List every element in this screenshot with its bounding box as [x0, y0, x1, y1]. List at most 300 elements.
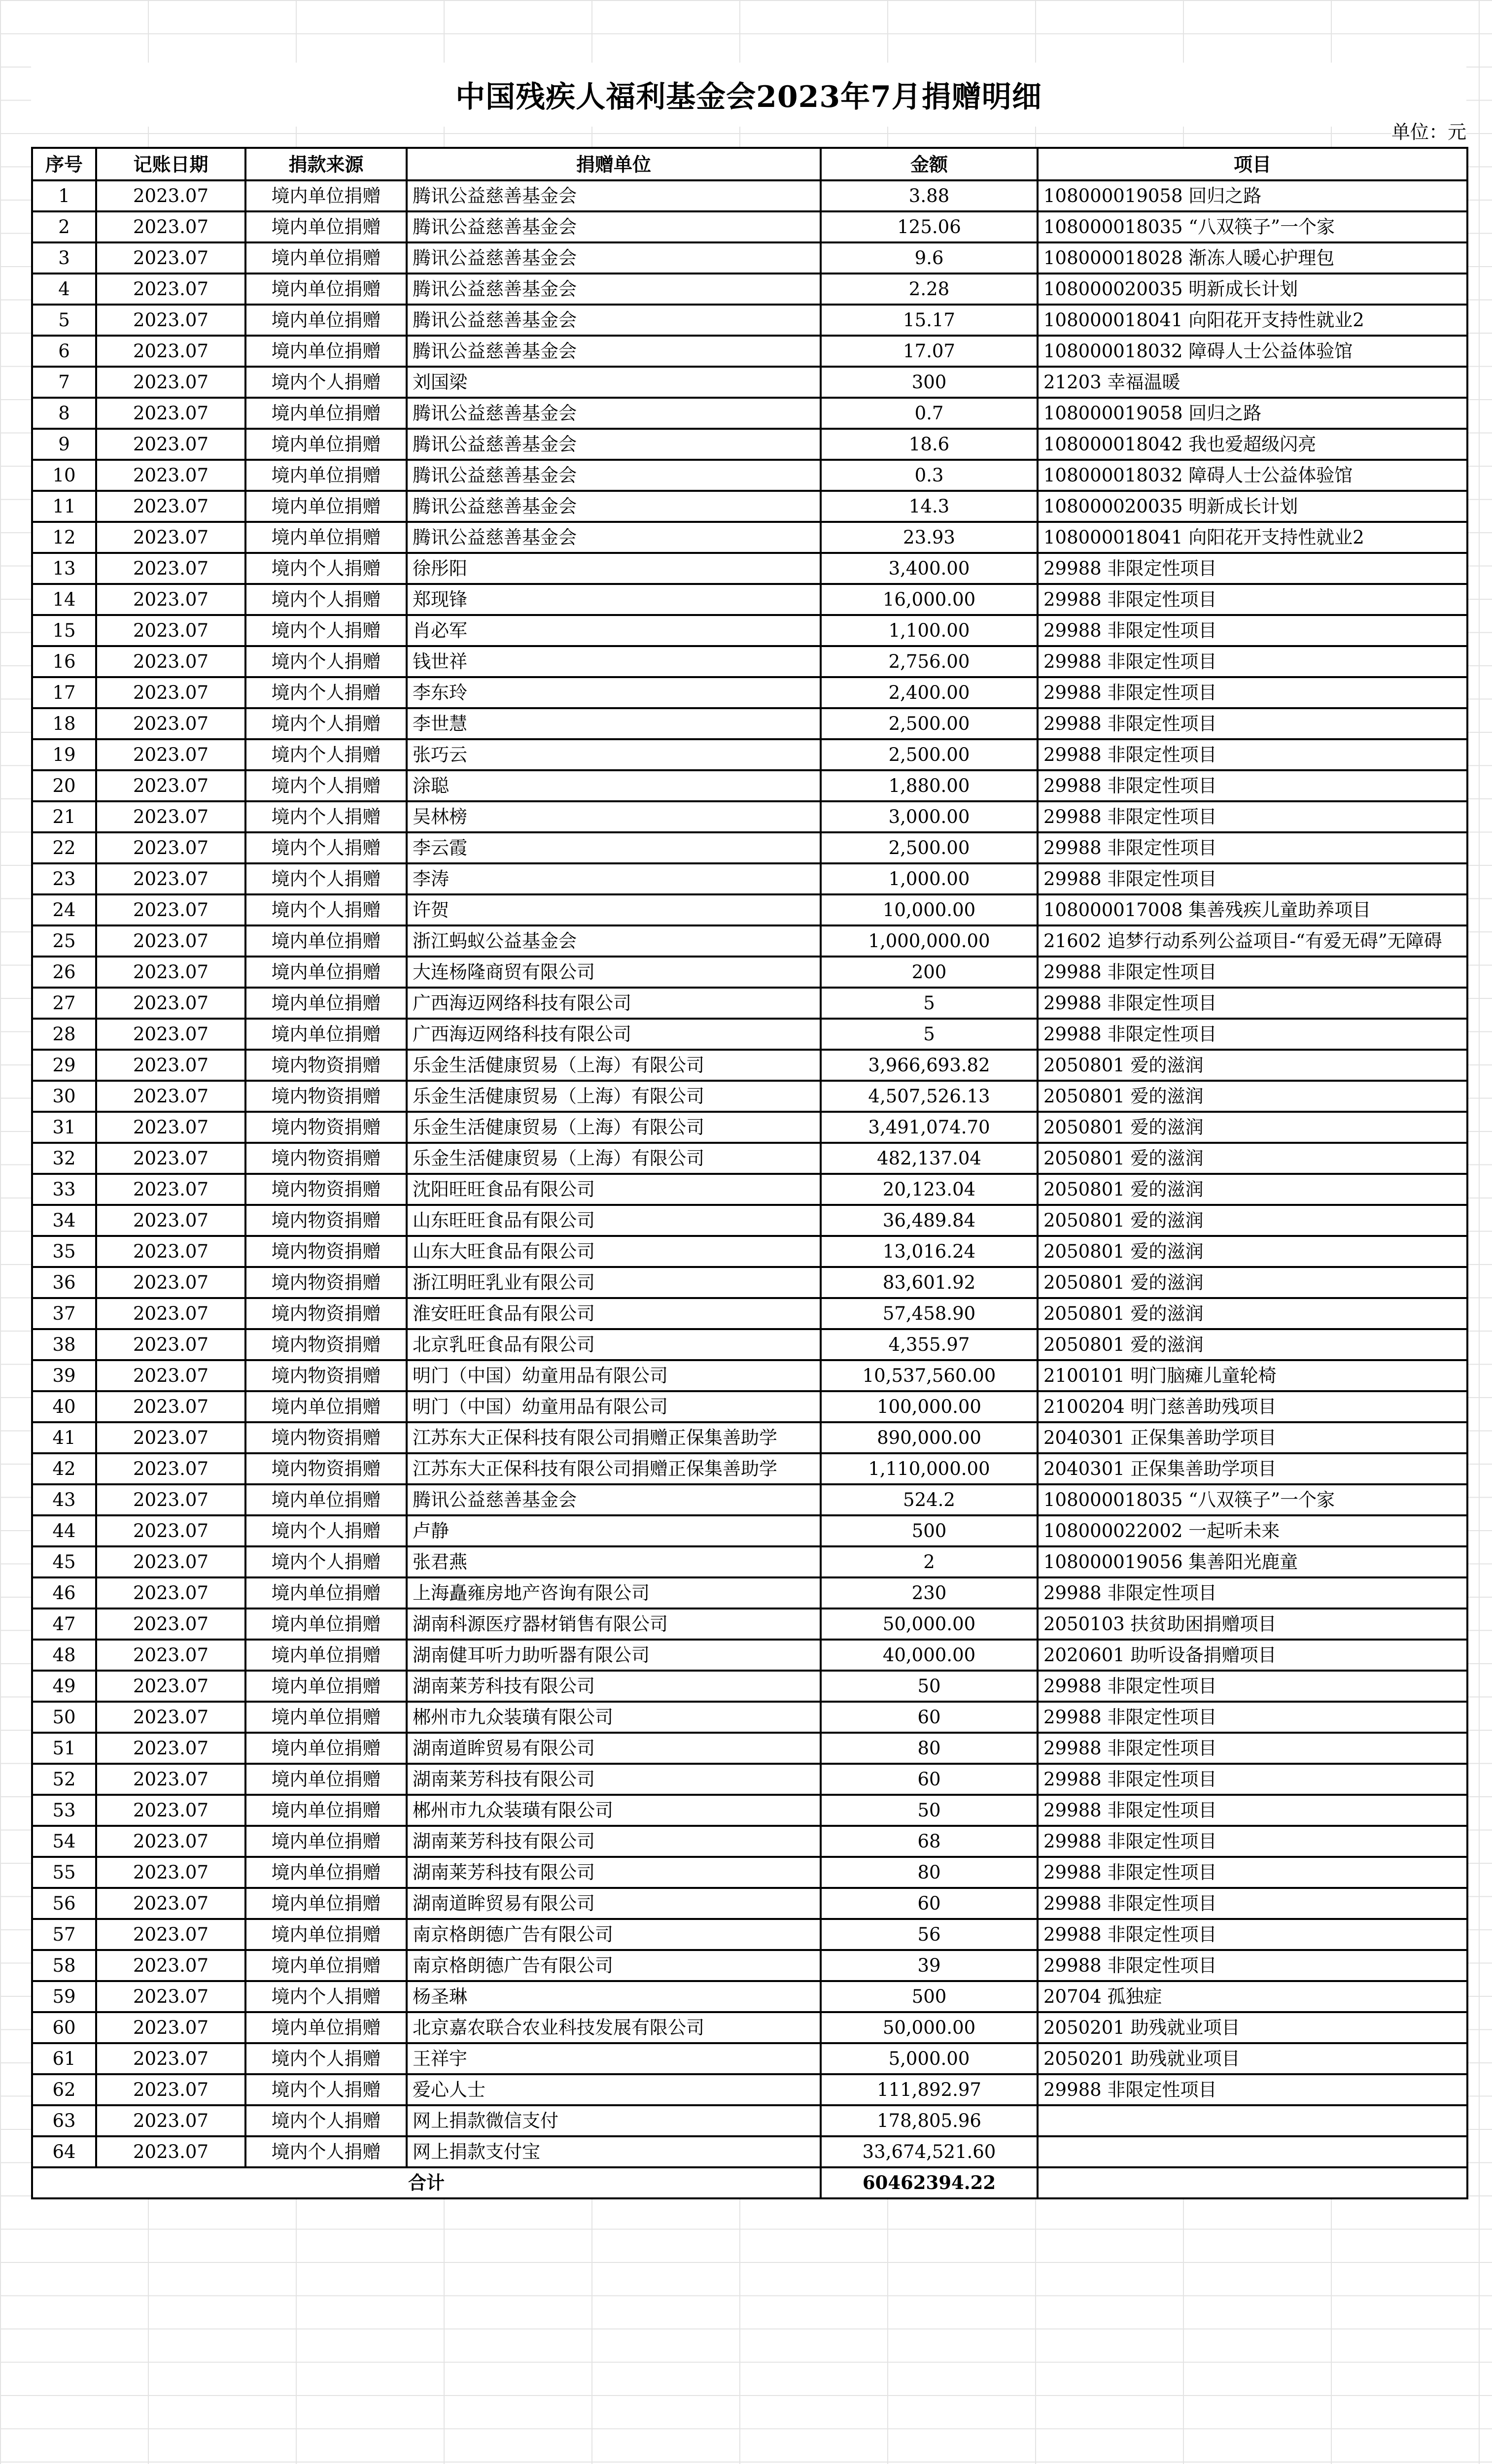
cell-source: 境内个人捐赠 [245, 615, 407, 646]
cell-project: 29988 非限定性项目 [1038, 1019, 1467, 1050]
cell-index: 24 [32, 894, 96, 925]
cell-donor: 淮安旺旺食品有限公司 [407, 1298, 821, 1329]
cell-project: 2050801 爱的滋润 [1038, 1174, 1467, 1205]
cell-donor: 腾讯公益慈善基金会 [407, 429, 821, 460]
cell-date: 2023.07 [96, 1236, 245, 1267]
cell-amount: 57,458.90 [821, 1298, 1038, 1329]
cell-index: 2 [32, 211, 96, 242]
cell-index: 18 [32, 708, 96, 739]
cell-source: 境内物资捐赠 [245, 1236, 407, 1267]
cell-donor: 广西海迈网络科技有限公司 [407, 988, 821, 1019]
cell-source: 境内单位捐赠 [245, 1391, 407, 1422]
cell-donor: 南京格朗德广告有限公司 [407, 1950, 821, 1981]
cell-source: 境内物资捐赠 [245, 1267, 407, 1298]
cell-date: 2023.07 [96, 2105, 245, 2136]
cell-amount: 500 [821, 1515, 1038, 1546]
cell-project: 2020601 助听设备捐赠项目 [1038, 1640, 1467, 1671]
table-row [32, 1112, 1467, 1143]
cell-source: 境内物资捐赠 [245, 1081, 407, 1112]
table-row [32, 615, 1467, 646]
cell-source: 境内个人捐赠 [245, 2136, 407, 2167]
cell-amount: 2,400.00 [821, 677, 1038, 708]
cell-amount: 890,000.00 [821, 1422, 1038, 1453]
cell-source: 境内单位捐赠 [245, 398, 407, 429]
table-row [32, 1795, 1467, 1826]
cell-amount: 1,110,000.00 [821, 1453, 1038, 1484]
table-row [32, 1205, 1467, 1236]
table-row [32, 1081, 1467, 1112]
cell-project: 29988 非限定性项目 [1038, 1826, 1467, 1857]
cell-project: 108000022002 一起听未来 [1038, 1515, 1467, 1546]
cell-project: 108000018041 向阳花开支持性就业2 [1038, 522, 1467, 553]
cell-source: 境内单位捐赠 [245, 1019, 407, 1050]
table-row [32, 1826, 1467, 1857]
cell-project: 108000018035 “八双筷子”一个家 [1038, 1484, 1467, 1515]
table-row [32, 1453, 1467, 1484]
cell-index: 9 [32, 429, 96, 460]
cell-project: 2100101 明门脑瘫儿童轮椅 [1038, 1360, 1467, 1391]
cell-amount: 15.17 [821, 305, 1038, 336]
cell-donor: 刘国梁 [407, 367, 821, 398]
header-source: 捐款来源 [245, 148, 407, 180]
cell-source: 境内个人捐赠 [245, 584, 407, 615]
table-row [32, 801, 1467, 832]
cell-source: 境内单位捐赠 [245, 305, 407, 336]
cell-project: 29988 非限定性项目 [1038, 1764, 1467, 1795]
donation-table [31, 147, 1468, 2199]
table-row [32, 1577, 1467, 1608]
cell-project: 29988 非限定性项目 [1038, 677, 1467, 708]
table-row [32, 1608, 1467, 1640]
cell-date: 2023.07 [96, 460, 245, 491]
cell-index: 59 [32, 1981, 96, 2012]
cell-index: 11 [32, 491, 96, 522]
cell-index: 53 [32, 1795, 96, 1826]
cell-index: 63 [32, 2105, 96, 2136]
cell-project: 108000019056 集善阳光鹿童 [1038, 1546, 1467, 1577]
cell-donor: 北京嘉农联合农业科技发展有限公司 [407, 2012, 821, 2043]
cell-donor: 郑现锋 [407, 584, 821, 615]
table-row [32, 305, 1467, 336]
cell-source: 境内单位捐赠 [245, 336, 407, 367]
cell-amount: 111,892.97 [821, 2074, 1038, 2105]
cell-amount: 2 [821, 1546, 1038, 1577]
cell-donor: 郴州市九众装璜有限公司 [407, 1795, 821, 1826]
title-row [31, 63, 1466, 127]
cell-project: 29988 非限定性项目 [1038, 770, 1467, 801]
cell-donor: 大连杨隆商贸有限公司 [407, 957, 821, 988]
cell-source: 境内个人捐赠 [245, 367, 407, 398]
cell-date: 2023.07 [96, 1081, 245, 1112]
cell-amount: 50,000.00 [821, 1608, 1038, 1640]
table-row [32, 584, 1467, 615]
table-row [32, 1267, 1467, 1298]
cell-project: 29988 非限定性项目 [1038, 1950, 1467, 1981]
cell-date: 2023.07 [96, 1671, 245, 1702]
cell-project: 108000018041 向阳花开支持性就业2 [1038, 305, 1467, 336]
cell-amount: 33,674,521.60 [821, 2136, 1038, 2167]
cell-source: 境内个人捐赠 [245, 832, 407, 863]
cell-date: 2023.07 [96, 1857, 245, 1888]
cell-donor: 江苏东大正保科技有限公司捐赠正保集善助学 [407, 1422, 821, 1453]
cell-index: 44 [32, 1515, 96, 1546]
table-row [32, 1764, 1467, 1795]
table-row [32, 832, 1467, 863]
cell-donor: 网上捐款微信支付 [407, 2105, 821, 2136]
cell-project: 29988 非限定性项目 [1038, 988, 1467, 1019]
cell-source: 境内物资捐赠 [245, 1205, 407, 1236]
cell-donor: 许贺 [407, 894, 821, 925]
cell-date: 2023.07 [96, 211, 245, 242]
cell-date: 2023.07 [96, 1515, 245, 1546]
cell-project: 29988 非限定性项目 [1038, 863, 1467, 894]
cell-source: 境内单位捐赠 [245, 988, 407, 1019]
cell-index: 64 [32, 2136, 96, 2167]
cell-project: 29988 非限定性项目 [1038, 553, 1467, 584]
cell-date: 2023.07 [96, 180, 245, 211]
cell-amount: 178,805.96 [821, 2105, 1038, 2136]
cell-date: 2023.07 [96, 553, 245, 584]
cell-donor: 李云霞 [407, 832, 821, 863]
cell-source: 境内单位捐赠 [245, 1671, 407, 1702]
cell-source: 境内物资捐赠 [245, 1050, 407, 1081]
cell-source: 境内单位捐赠 [245, 957, 407, 988]
cell-project: 2050201 助残就业项目 [1038, 2012, 1467, 2043]
table-row [32, 2136, 1467, 2167]
cell-donor: 湖南健耳听力助听器有限公司 [407, 1640, 821, 1671]
cell-date: 2023.07 [96, 801, 245, 832]
cell-source: 境内单位捐赠 [245, 925, 407, 957]
cell-date: 2023.07 [96, 1422, 245, 1453]
cell-date: 2023.07 [96, 708, 245, 739]
table-row [32, 1174, 1467, 1205]
cell-project: 29988 非限定性项目 [1038, 1671, 1467, 1702]
cell-amount: 2,756.00 [821, 646, 1038, 677]
cell-source: 境内个人捐赠 [245, 2105, 407, 2136]
table-row [32, 677, 1467, 708]
table-row [32, 460, 1467, 491]
cell-amount: 100,000.00 [821, 1391, 1038, 1422]
table-row [32, 1671, 1467, 1702]
cell-project: 29988 非限定性项目 [1038, 646, 1467, 677]
cell-index: 45 [32, 1546, 96, 1577]
cell-donor: 山东大旺食品有限公司 [407, 1236, 821, 1267]
cell-project: 108000019058 回归之路 [1038, 180, 1467, 211]
table-row [32, 863, 1467, 894]
table-row [32, 1702, 1467, 1733]
cell-amount: 3,400.00 [821, 553, 1038, 584]
cell-donor: 肖必军 [407, 615, 821, 646]
cell-index: 33 [32, 1174, 96, 1205]
cell-amount: 13,016.24 [821, 1236, 1038, 1267]
table-row [32, 1298, 1467, 1329]
total-label: 合计 [32, 2167, 821, 2198]
cell-date: 2023.07 [96, 1267, 245, 1298]
table-row [32, 553, 1467, 584]
header-date: 记账日期 [96, 148, 245, 180]
cell-source: 境内个人捐赠 [245, 1981, 407, 2012]
cell-amount: 3,000.00 [821, 801, 1038, 832]
cell-date: 2023.07 [96, 242, 245, 274]
table-row [32, 646, 1467, 677]
cell-date: 2023.07 [96, 1298, 245, 1329]
cell-index: 28 [32, 1019, 96, 1050]
table-row [32, 708, 1467, 739]
cell-source: 境内单位捐赠 [245, 429, 407, 460]
cell-source: 境内个人捐赠 [245, 2074, 407, 2105]
table-row [32, 1888, 1467, 1919]
cell-amount: 5 [821, 1019, 1038, 1050]
cell-amount: 10,537,560.00 [821, 1360, 1038, 1391]
table-row [32, 491, 1467, 522]
cell-index: 27 [32, 988, 96, 1019]
cell-date: 2023.07 [96, 739, 245, 770]
cell-project: 2040301 正保集善助学项目 [1038, 1422, 1467, 1453]
cell-donor: 李涛 [407, 863, 821, 894]
cell-date: 2023.07 [96, 1391, 245, 1422]
cell-index: 43 [32, 1484, 96, 1515]
cell-source: 境内物资捐赠 [245, 1112, 407, 1143]
cell-donor: 湖南科源医疗器材销售有限公司 [407, 1608, 821, 1640]
cell-index: 17 [32, 677, 96, 708]
cell-index: 26 [32, 957, 96, 988]
cell-index: 35 [32, 1236, 96, 1267]
cell-project: 2050801 爱的滋润 [1038, 1112, 1467, 1143]
cell-source: 境内个人捐赠 [245, 553, 407, 584]
cell-date: 2023.07 [96, 305, 245, 336]
cell-amount: 10,000.00 [821, 894, 1038, 925]
table-row [32, 274, 1467, 305]
cell-project: 108000020035 明新成长计划 [1038, 274, 1467, 305]
cell-date: 2023.07 [96, 894, 245, 925]
unit-label: 单位：元 [1391, 117, 1466, 144]
cell-date: 2023.07 [96, 2074, 245, 2105]
header-row [32, 148, 1467, 180]
cell-source: 境内单位捐赠 [245, 1764, 407, 1795]
cell-index: 12 [32, 522, 96, 553]
cell-amount: 3,491,074.70 [821, 1112, 1038, 1143]
cell-amount: 80 [821, 1857, 1038, 1888]
cell-index: 34 [32, 1205, 96, 1236]
cell-date: 2023.07 [96, 1174, 245, 1205]
cell-index: 50 [32, 1702, 96, 1733]
table-row [32, 2074, 1467, 2105]
cell-project: 29988 非限定性项目 [1038, 1919, 1467, 1950]
cell-project: 29988 非限定性项目 [1038, 1888, 1467, 1919]
cell-index: 29 [32, 1050, 96, 1081]
cell-source: 境内单位捐赠 [245, 1888, 407, 1919]
table-row [32, 1733, 1467, 1764]
cell-date: 2023.07 [96, 1546, 245, 1577]
cell-donor: 张巧云 [407, 739, 821, 770]
cell-donor: 湖南莱芳科技有限公司 [407, 1857, 821, 1888]
cell-date: 2023.07 [96, 1205, 245, 1236]
cell-project: 29988 非限定性项目 [1038, 615, 1467, 646]
cell-amount: 0.7 [821, 398, 1038, 429]
cell-donor: 腾讯公益慈善基金会 [407, 336, 821, 367]
cell-index: 58 [32, 1950, 96, 1981]
cell-amount: 18.6 [821, 429, 1038, 460]
cell-index: 49 [32, 1671, 96, 1702]
cell-donor: 乐金生活健康贸易（上海）有限公司 [407, 1081, 821, 1112]
cell-donor: 李世慧 [407, 708, 821, 739]
cell-donor: 网上捐款支付宝 [407, 2136, 821, 2167]
cell-donor: 乐金生活健康贸易（上海）有限公司 [407, 1050, 821, 1081]
cell-source: 境内单位捐赠 [245, 2012, 407, 2043]
cell-source: 境内个人捐赠 [245, 863, 407, 894]
cell-donor: 乐金生活健康贸易（上海）有限公司 [407, 1143, 821, 1174]
cell-amount: 14.3 [821, 491, 1038, 522]
table-row [32, 180, 1467, 211]
cell-index: 23 [32, 863, 96, 894]
cell-source: 境内单位捐赠 [245, 1950, 407, 1981]
cell-donor: 湖南莱芳科技有限公司 [407, 1671, 821, 1702]
cell-date: 2023.07 [96, 1143, 245, 1174]
cell-donor: 腾讯公益慈善基金会 [407, 274, 821, 305]
cell-project: 29988 非限定性项目 [1038, 584, 1467, 615]
cell-date: 2023.07 [96, 1453, 245, 1484]
cell-donor: 腾讯公益慈善基金会 [407, 522, 821, 553]
cell-date: 2023.07 [96, 957, 245, 988]
table-row [32, 1640, 1467, 1671]
cell-donor: 湖南道眸贸易有限公司 [407, 1733, 821, 1764]
cell-date: 2023.07 [96, 1608, 245, 1640]
cell-source: 境内个人捐赠 [245, 770, 407, 801]
cell-amount: 200 [821, 957, 1038, 988]
cell-date: 2023.07 [96, 832, 245, 863]
cell-date: 2023.07 [96, 522, 245, 553]
table-row [32, 1484, 1467, 1515]
table-row [32, 429, 1467, 460]
cell-index: 15 [32, 615, 96, 646]
cell-project: 2050103 扶贫助困捐赠项目 [1038, 1608, 1467, 1640]
cell-project [1038, 2105, 1467, 2136]
cell-donor: 吴林榜 [407, 801, 821, 832]
cell-index: 32 [32, 1143, 96, 1174]
cell-source: 境内单位捐赠 [245, 180, 407, 211]
cell-index: 55 [32, 1857, 96, 1888]
cell-donor: 爱心人士 [407, 2074, 821, 2105]
cell-amount: 60 [821, 1764, 1038, 1795]
cell-project: 29988 非限定性项目 [1038, 708, 1467, 739]
cell-index: 10 [32, 460, 96, 491]
cell-project: 108000018032 障碍人士公益体验馆 [1038, 460, 1467, 491]
cell-source: 境内个人捐赠 [245, 1546, 407, 1577]
cell-donor: 上海矗雍房地产咨询有限公司 [407, 1577, 821, 1608]
cell-donor: 徐彤阳 [407, 553, 821, 584]
cell-amount: 230 [821, 1577, 1038, 1608]
cell-index: 38 [32, 1329, 96, 1360]
cell-date: 2023.07 [96, 2043, 245, 2074]
cell-amount: 2,500.00 [821, 832, 1038, 863]
header-amount: 金额 [821, 148, 1038, 180]
cell-donor: 王祥宇 [407, 2043, 821, 2074]
cell-source: 境内物资捐赠 [245, 1422, 407, 1453]
cell-project: 20704 孤独症 [1038, 1981, 1467, 2012]
cell-index: 47 [32, 1608, 96, 1640]
table-row [32, 739, 1467, 770]
cell-source: 境内单位捐赠 [245, 1577, 407, 1608]
cell-amount: 68 [821, 1826, 1038, 1857]
cell-source: 境内个人捐赠 [245, 801, 407, 832]
cell-project: 29988 非限定性项目 [1038, 1795, 1467, 1826]
cell-donor: 钱世祥 [407, 646, 821, 677]
table-row [32, 894, 1467, 925]
cell-date: 2023.07 [96, 1360, 245, 1391]
cell-donor: 腾讯公益慈善基金会 [407, 460, 821, 491]
cell-donor: 广西海迈网络科技有限公司 [407, 1019, 821, 1050]
cell-donor: 山东旺旺食品有限公司 [407, 1205, 821, 1236]
header-project: 项目 [1038, 148, 1467, 180]
cell-amount: 2,500.00 [821, 739, 1038, 770]
cell-amount: 20,123.04 [821, 1174, 1038, 1205]
cell-donor: 杨圣琳 [407, 1981, 821, 2012]
cell-date: 2023.07 [96, 615, 245, 646]
cell-amount: 0.3 [821, 460, 1038, 491]
cell-amount: 50 [821, 1671, 1038, 1702]
table-row [32, 522, 1467, 553]
cell-date: 2023.07 [96, 336, 245, 367]
table-row [32, 1360, 1467, 1391]
cell-index: 13 [32, 553, 96, 584]
cell-date: 2023.07 [96, 491, 245, 522]
cell-index: 6 [32, 336, 96, 367]
cell-donor: 明门（中国）幼童用品有限公司 [407, 1360, 821, 1391]
cell-amount: 83,601.92 [821, 1267, 1038, 1298]
cell-project: 108000018032 障碍人士公益体验馆 [1038, 336, 1467, 367]
table-row [32, 1950, 1467, 1981]
cell-source: 境内物资捐赠 [245, 1360, 407, 1391]
cell-donor: 涂聪 [407, 770, 821, 801]
cell-index: 36 [32, 1267, 96, 1298]
cell-project: 2050201 助残就业项目 [1038, 2043, 1467, 2074]
cell-date: 2023.07 [96, 925, 245, 957]
cell-donor: 南京格朗德广告有限公司 [407, 1919, 821, 1950]
cell-project: 29988 非限定性项目 [1038, 1702, 1467, 1733]
cell-index: 39 [32, 1360, 96, 1391]
table-row [32, 988, 1467, 1019]
cell-index: 52 [32, 1764, 96, 1795]
cell-date: 2023.07 [96, 646, 245, 677]
cell-project: 21203 幸福温暖 [1038, 367, 1467, 398]
cell-index: 5 [32, 305, 96, 336]
cell-donor: 浙江蚂蚁公益基金会 [407, 925, 821, 957]
cell-amount: 4,355.97 [821, 1329, 1038, 1360]
table-row [32, 336, 1467, 367]
cell-date: 2023.07 [96, 988, 245, 1019]
cell-date: 2023.07 [96, 1577, 245, 1608]
cell-date: 2023.07 [96, 770, 245, 801]
cell-index: 56 [32, 1888, 96, 1919]
cell-date: 2023.07 [96, 2136, 245, 2167]
cell-index: 54 [32, 1826, 96, 1857]
cell-date: 2023.07 [96, 584, 245, 615]
table-row [32, 1546, 1467, 1577]
cell-amount: 60 [821, 1888, 1038, 1919]
cell-project: 2050801 爱的滋润 [1038, 1143, 1467, 1174]
cell-index: 3 [32, 242, 96, 274]
cell-project: 2050801 爱的滋润 [1038, 1050, 1467, 1081]
cell-amount: 1,000.00 [821, 863, 1038, 894]
cell-amount: 1,000,000.00 [821, 925, 1038, 957]
cell-source: 境内个人捐赠 [245, 646, 407, 677]
cell-amount: 1,100.00 [821, 615, 1038, 646]
cell-date: 2023.07 [96, 1112, 245, 1143]
cell-date: 2023.07 [96, 1640, 245, 1671]
cell-project: 29988 非限定性项目 [1038, 1577, 1467, 1608]
cell-amount: 300 [821, 367, 1038, 398]
table-row [32, 2043, 1467, 2074]
